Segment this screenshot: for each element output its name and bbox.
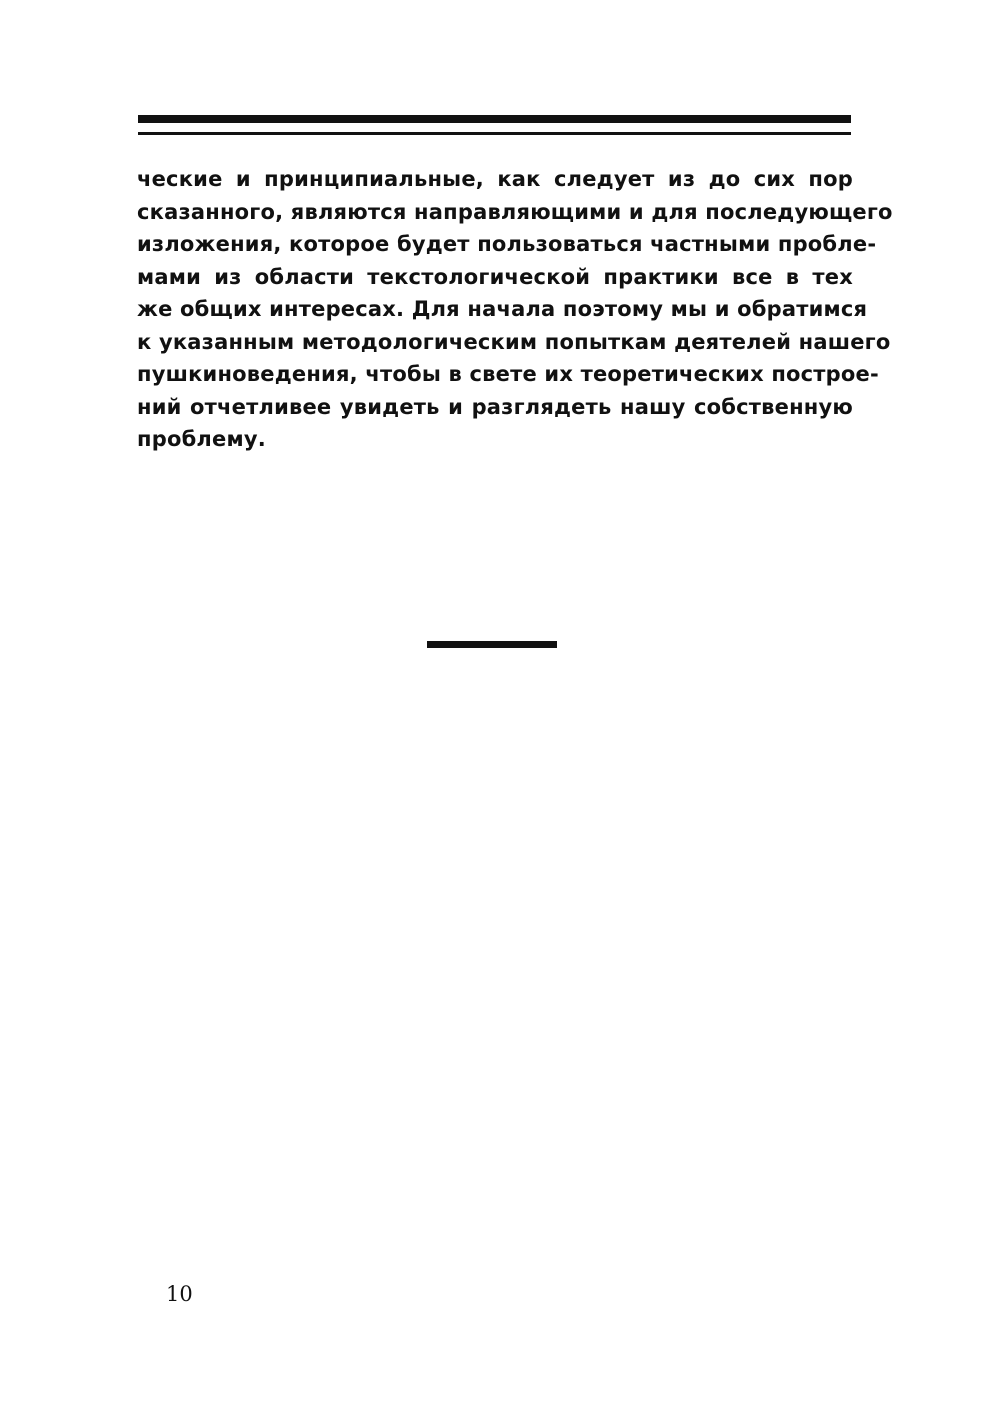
header-rule-thick xyxy=(138,115,851,123)
text-line: же общих интересах. Для начала поэтому мы и обратимся xyxy=(137,297,868,321)
text-line: ческие и принципиальные, как следует из до сих пор xyxy=(137,167,853,191)
page-number: 10 xyxy=(166,1282,193,1306)
text-line: пушкиноведения, чтобы в свете их теоретических построе- xyxy=(137,362,879,386)
text-line: сказанного, являются направляющими и для последующего xyxy=(137,199,893,224)
text-line: мами из области текстологической практики все в тех xyxy=(137,264,853,289)
body-paragraph xyxy=(137,163,893,456)
text-line: ний отчетливее увидеть и разглядеть нашу собственную xyxy=(137,394,853,419)
text-line: проблему. xyxy=(137,427,266,451)
text-line: к указанным методологическим попыткам деятелей нашего xyxy=(137,329,891,354)
text-line: изложения, которое будет пользоваться частными пробле- xyxy=(137,232,877,256)
header-rule-thin xyxy=(138,132,851,135)
section-end-rule xyxy=(427,641,557,648)
